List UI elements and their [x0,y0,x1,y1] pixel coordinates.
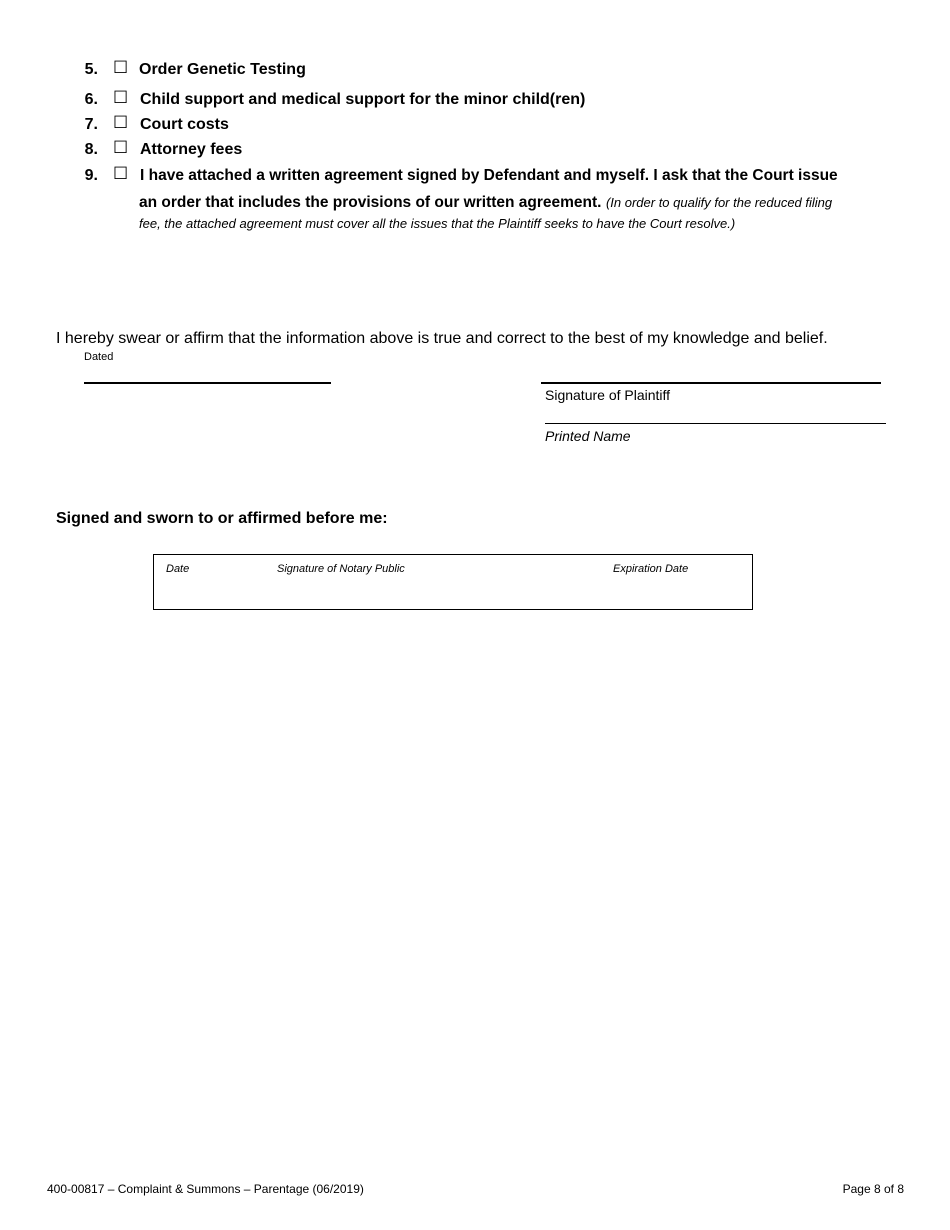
item-9-label-line1: I have attached a written agreement signed by Defendant and myself. I ask that the Court issue [140,167,838,184]
item-7-label: Court costs [140,116,229,133]
item-7-checkbox[interactable]: ☐ [113,113,129,133]
item-6-label: Child support and medical support for the minor child(ren) [140,91,586,108]
item-5-checkbox[interactable]: ☐ [113,58,129,78]
printed-name-line[interactable] [545,423,886,424]
notary-heading: Signed and sworn to or affirmed before me: [56,510,388,527]
footer-form-id: 400-00817 – Complaint & Summons – Parentage (06/2019) [47,1182,364,1196]
oath-statement: I hereby swear or affirm that the information above is true and correct to the best of my knowledge and belief. [56,330,828,347]
item-5-label: Order Genetic Testing [139,61,306,78]
item-9-note-line2: fee, the attached agreement must cover all the issues that the Plaintiff seeks to have the Court resolve.) [139,216,736,231]
item-6-checkbox[interactable]: ☐ [113,88,129,108]
item-8-checkbox[interactable]: ☐ [113,138,129,158]
dated-line[interactable] [84,382,331,384]
item-9-label-line2: an order that includes the provisions of our written agreement. [139,194,602,211]
item-7-number: 7. [84,116,98,133]
item-6-number: 6. [84,91,98,108]
notary-signature-label: Signature of Notary Public [277,563,405,575]
printed-name-label: Printed Name [545,428,631,444]
plaintiff-signature-line[interactable] [541,382,881,384]
item-9-number: 9. [84,167,98,184]
dated-label: Dated [84,351,114,363]
notary-date-label: Date [166,563,190,575]
item-9-checkbox[interactable]: ☐ [113,164,129,184]
item-5-number: 5. [84,61,98,78]
item-9-note-line1: (In order to qualify for the reduced filing [605,195,833,210]
footer-page-number: Page 8 of 8 [842,1182,904,1196]
notary-box[interactable] [153,554,753,610]
plaintiff-signature-label: Signature of Plaintiff [545,387,671,403]
item-8-number: 8. [84,141,98,158]
item-8-label: Attorney fees [140,141,243,158]
item-9-line2 [139,194,832,212]
notary-expiration-label: Expiration Date [613,563,689,575]
